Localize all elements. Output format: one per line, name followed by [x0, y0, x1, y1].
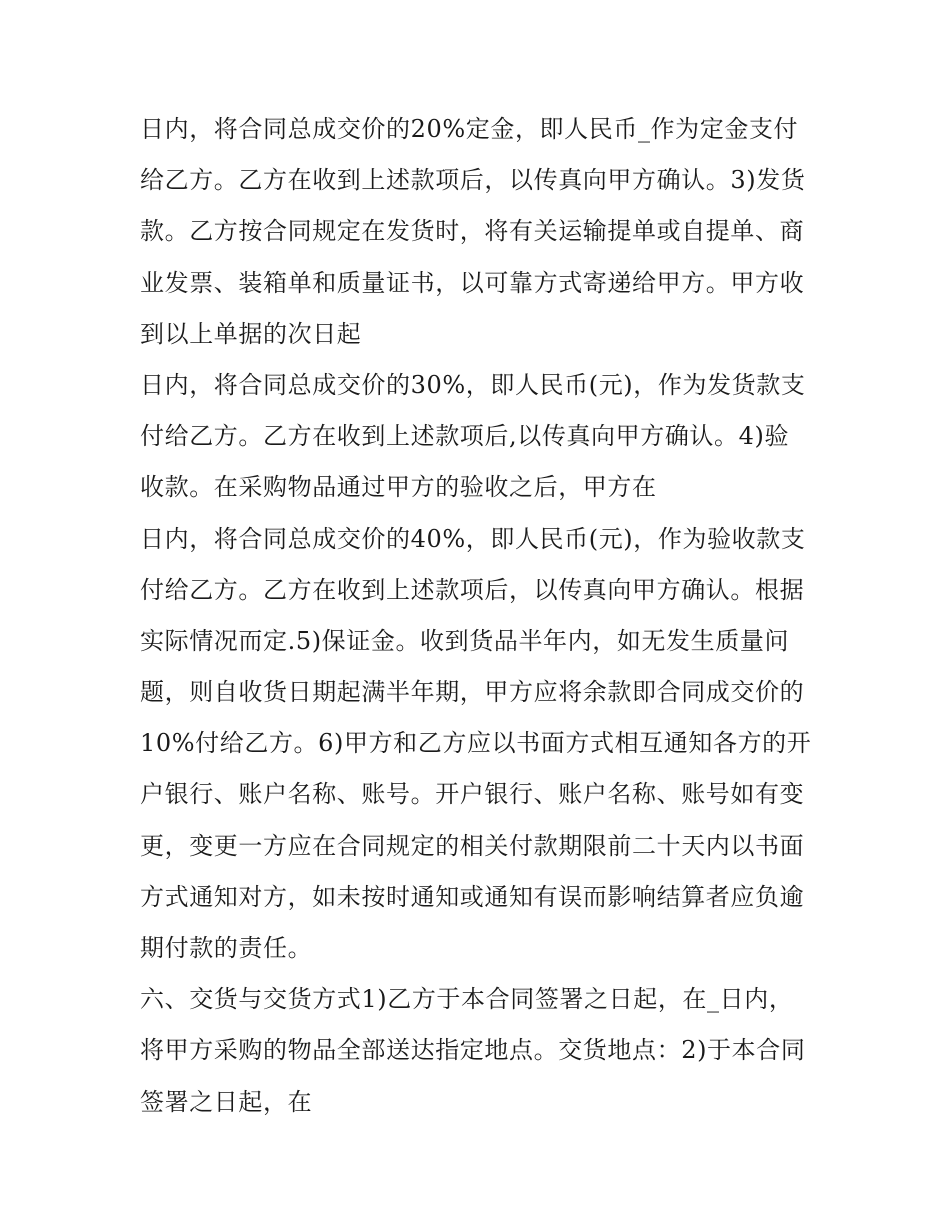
text-line-7: 付给乙方。乙方在收到上述款项后,以传真向甲方确认。4)验 — [140, 422, 790, 451]
contract-text-body — [140, 104, 820, 1128]
text-line-11: 实际情况而定.5)保证金。收到货品半年内，如无发生质量问 — [140, 626, 790, 655]
text-line-9: 日内，将合同总成交价的40%，即人民币(元)，作为验收款支 — [140, 524, 806, 553]
text-line-4: 业发票、装箱单和质量证书，以可靠方式寄递给甲方。甲方收 — [140, 268, 805, 297]
text-line-18: 六、交货与交货方式1)乙方于本合同签署之日起，在_日内， — [140, 985, 794, 1014]
text-line-3: 款。乙方按合同规定在发货时，将有关运输提单或自提单、商 — [140, 217, 805, 246]
text-line-8: 收款。在采购物品通过甲方的验收之后，甲方在 — [140, 473, 657, 502]
text-line-15: 更，变更一方应在合同规定的相关付款期限前二十天内以书面 — [140, 831, 805, 860]
text-line-5: 到以上单据的次日起 — [140, 319, 362, 348]
text-line-1: 日内，将合同总成交价的20%定金，即人民币_作为定金支付 — [140, 115, 799, 143]
text-line-14: 户银行、账户名称、账号。开户银行、账户名称、账号如有变 — [140, 780, 805, 809]
text-line-2: 给乙方。乙方在收到上述款项后，以传真向甲方确认。3)发货 — [140, 166, 806, 195]
text-line-20: 签署之日起，在 — [140, 1087, 313, 1116]
text-line-6: 日内，将合同总成交价的30%，即人民币(元)，作为发货款支 — [140, 370, 806, 399]
text-line-13: 10%付给乙方。6)甲方和乙方应以书面方式相互通知各方的开 — [140, 729, 812, 758]
text-line-19: 将甲方采购的物品全部送达指定地点。交货地点：2)于本合同 — [140, 1036, 806, 1065]
text-line-16: 方式通知对方，如未按时通知或通知有误而影响结算者应负逾 — [140, 882, 805, 911]
text-line-12: 题，则自收货日期起满半年期，甲方应将余款即合同成交价的 — [140, 678, 805, 707]
text-line-10: 付给乙方。乙方在收到上述款项后，以传真向甲方确认。根据 — [140, 575, 805, 604]
text-line-17: 期付款的责任。 — [140, 934, 313, 962]
